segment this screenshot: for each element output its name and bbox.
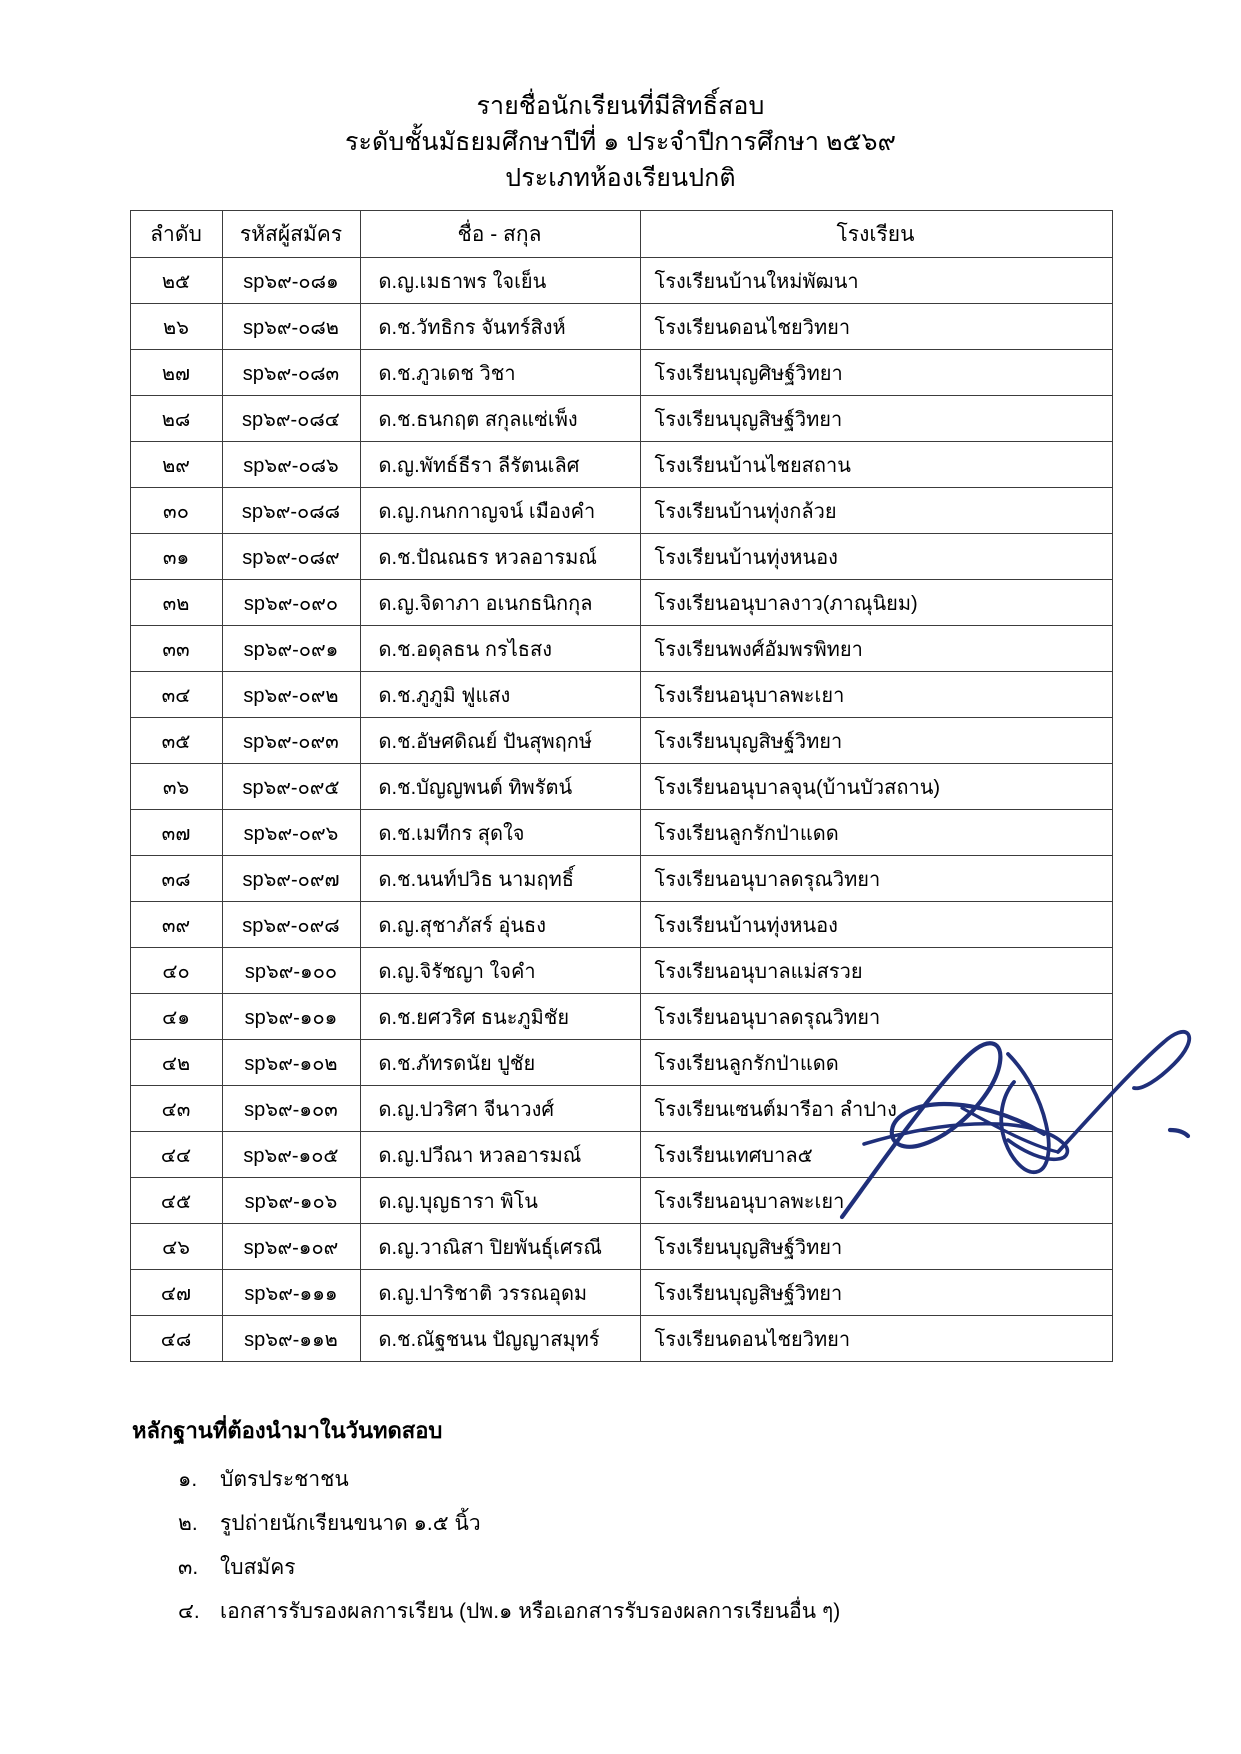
cell-order: ๔๐ [130,948,222,994]
requirement-number: ๔. [178,1600,200,1623]
table-row [130,580,1112,626]
cell-name: ด.ญ.จิรัชญา ใจคำ [360,948,640,994]
table-row [130,488,1112,534]
cell-code: sp๖๙-๐๙๖ [222,810,360,856]
column-header-school: โรงเรียน [640,211,1112,258]
cell-code: sp๖๙-๑๑๒ [222,1316,360,1362]
cell-code: sp๖๙-๑๐๑ [222,994,360,1040]
title-line-2: ระดับชั้นมัธยมศึกษาปีที่ ๑ ประจำปีการศึกษา ๒๕๖๙ [344,128,897,156]
table-row [130,672,1112,718]
table-row [130,1178,1112,1224]
cell-order: ๓๘ [130,856,222,902]
cell-code: sp๖๙-๐๙๐ [222,580,360,626]
cell-school: โรงเรียนอนุบาลจุน(บ้านบัวสถาน) [640,764,1112,810]
table-row [130,258,1112,304]
table-row [130,994,1112,1040]
table-row [130,948,1112,994]
cell-order: ๓๒ [130,580,222,626]
column-header-code: รหัสผู้สมัคร [222,211,360,258]
table-row [130,764,1112,810]
cell-name: ด.ญ.สุชาภัสร์ อุ่นธง [360,902,640,948]
cell-school: โรงเรียนบุญศิษฐ์วิทยา [640,350,1112,396]
cell-school: โรงเรียนดอนไชยวิทยา [640,304,1112,350]
table-row [130,902,1112,948]
cell-name: ด.ญ.ปาริชาติ วรรณอุดม [360,1270,640,1316]
requirement-number: ๓. [178,1556,199,1579]
cell-order: ๒๙ [130,442,222,488]
cell-school: โรงเรียนบุญสิษฐ์วิทยา [640,1224,1112,1270]
cell-code: sp๖๙-๐๘๓ [222,350,360,396]
cell-name: ด.ญ.จิดาภา อเนกธนิกกุล [360,580,640,626]
cell-school: โรงเรียนบุญสิษฐ์วิทยา [640,396,1112,442]
cell-code: sp๖๙-๐๙๘ [222,902,360,948]
cell-code: sp๖๙-๐๙๒ [222,672,360,718]
cell-school: โรงเรียนเซนต์มารีอา ลำปาง [640,1086,1112,1132]
cell-code: sp๖๙-๐๘๒ [222,304,360,350]
cell-school: โรงเรียนอนุบาลดรุณวิทยา [640,994,1112,1040]
document-title-block [0,0,1241,196]
cell-order: ๒๗ [130,350,222,396]
cell-code: sp๖๙-๐๘๖ [222,442,360,488]
cell-order: ๔๑ [130,994,222,1040]
cell-school: โรงเรียนบ้านทุ่งหนอง [640,534,1112,580]
table-row [130,304,1112,350]
cell-name: ด.ช.นนท์ปวิธ นามฤทธิ์ [360,856,640,902]
cell-order: ๔๖ [130,1224,222,1270]
table-header-row [130,211,1112,258]
cell-order: ๔๔ [130,1132,222,1178]
cell-name: ด.ช.ภัทรดนัย ปูชัย [360,1040,640,1086]
requirement-item [178,1590,1032,1634]
cell-order: ๔๓ [130,1086,222,1132]
cell-name: ด.ช.อัษศดิณย์ ปันสุพฤกษ์ [360,718,640,764]
table-row [130,1086,1112,1132]
cell-order: ๔๘ [130,1316,222,1362]
table-row [130,626,1112,672]
requirement-item [178,1502,1032,1546]
cell-school: โรงเรียนพงศ์อัมพรพิทยา [640,626,1112,672]
requirements-section [132,1414,1032,1634]
cell-school: โรงเรียนอนุบาลแม่สรวย [640,948,1112,994]
cell-name: ด.ญ.ปวริศา จีนาวงศ์ [360,1086,640,1132]
table-row [130,396,1112,442]
cell-school: โรงเรียนอนุบาลดรุณวิทยา [640,856,1112,902]
cell-order: ๓๐ [130,488,222,534]
cell-order: ๓๕ [130,718,222,764]
title-line-3: ประเภทห้องเรียนปกติ [505,164,736,192]
table-row [130,1224,1112,1270]
cell-school: โรงเรียนบ้านทุ่งกล้วย [640,488,1112,534]
cell-name: ด.ช.วัทธิกร จันทร์สิงห์ [360,304,640,350]
requirement-text: บัตรประชาชน [220,1468,349,1491]
cell-code: sp๖๙-๐๙๗ [222,856,360,902]
table-row [130,718,1112,764]
cell-code: sp๖๙-๐๘๑ [222,258,360,304]
column-header-name: ชื่อ - สกุล [360,211,640,258]
cell-school: โรงเรียนอนุบาลงาว(ภาณุนิยม) [640,580,1112,626]
cell-code: sp๖๙-๐๘๔ [222,396,360,442]
cell-name: ด.ญ.กนกกาญจน์ เมืองคำ [360,488,640,534]
cell-name: ด.ช.ยศวริศ ธนะภูมิชัย [360,994,640,1040]
table-row [130,1316,1112,1362]
cell-order: ๓๖ [130,764,222,810]
cell-code: sp๖๙-๐๙๓ [222,718,360,764]
table-row [130,1040,1112,1086]
requirement-text: ใบสมัคร [220,1556,296,1579]
roster-table-body [130,258,1112,1362]
requirement-number: ๑. [178,1468,198,1491]
cell-order: ๓๑ [130,534,222,580]
table-row [130,442,1112,488]
cell-code: sp๖๙-๑๐๙ [222,1224,360,1270]
cell-name: ด.ญ.พัทธ์ธีรา ลีรัตนเลิศ [360,442,640,488]
column-header-order: ลำดับ [130,211,222,258]
roster-table-head [130,211,1112,258]
cell-name: ด.ญ.บุญธารา พิโน [360,1178,640,1224]
cell-code: sp๖๙-๐๙๑ [222,626,360,672]
cell-code: sp๖๙-๑๐๖ [222,1178,360,1224]
cell-school: โรงเรียนอนุบาลพะเยา [640,672,1112,718]
cell-school: โรงเรียนดอนไชยวิทยา [640,1316,1112,1362]
cell-name: ด.ช.ปัณณธร หวลอารมณ์ [360,534,640,580]
cell-school: โรงเรียนบ้านไชยสถาน [640,442,1112,488]
cell-code: sp๖๙-๑๐๓ [222,1086,360,1132]
cell-school: โรงเรียนอนุบาลพะเยา [640,1178,1112,1224]
table-row [130,350,1112,396]
table-row [130,1132,1112,1178]
cell-order: ๒๕ [130,258,222,304]
cell-order: ๔๗ [130,1270,222,1316]
table-row [130,856,1112,902]
cell-name: ด.ญ.เมธาพร ใจเย็น [360,258,640,304]
cell-order: ๔๕ [130,1178,222,1224]
table-row [130,810,1112,856]
cell-name: ด.ช.บัญญพนต์ ทิพรัตน์ [360,764,640,810]
cell-school: โรงเรียนเทศบาล๕ [640,1132,1112,1178]
cell-order: ๔๒ [130,1040,222,1086]
cell-name: ด.ช.ภูภูมิ ฟูแสง [360,672,640,718]
cell-code: sp๖๙-๑๐๐ [222,948,360,994]
table-row [130,1270,1112,1316]
cell-name: ด.ญ.วาณิสา ปิยพันธุ์เศรณี [360,1224,640,1270]
requirement-text: รูปถ่ายนักเรียนขนาด ๑.๕ นิ้ว [220,1512,481,1535]
roster-table [130,210,1113,1362]
cell-order: ๓๔ [130,672,222,718]
requirement-number: ๒. [178,1512,198,1535]
cell-name: ด.ช.อดุลธน กรไธสง [360,626,640,672]
cell-name: ด.ช.ภูวเดช วิชา [360,350,640,396]
cell-code: sp๖๙-๐๙๕ [222,764,360,810]
cell-code: sp๖๙-๑๑๑ [222,1270,360,1316]
cell-name: ด.ช.ธนกฤต สกุลแซ่เพ็ง [360,396,640,442]
cell-name: ด.ญ.ปวีณา หวลอารมณ์ [360,1132,640,1178]
cell-code: sp๖๙-๐๘๘ [222,488,360,534]
cell-order: ๒๘ [130,396,222,442]
table-row [130,534,1112,580]
cell-school: โรงเรียนบ้านทุ่งหนอง [640,902,1112,948]
cell-school: โรงเรียนบ้านใหม่พัฒนา [640,258,1112,304]
requirement-item [178,1546,1032,1590]
cell-code: sp๖๙-๑๐๕ [222,1132,360,1178]
roster-table-container [130,210,1112,1362]
requirements-list [132,1458,1032,1634]
cell-code: sp๖๙-๐๘๙ [222,534,360,580]
title-line-1: รายชื่อนักเรียนที่มีสิทธิ์สอบ [476,92,765,120]
requirement-item [178,1458,1032,1502]
cell-school: โรงเรียนบุญสิษฐ์วิทยา [640,718,1112,764]
cell-school: โรงเรียนบุญสิษฐ์วิทยา [640,1270,1112,1316]
cell-name: ด.ช.ณัฐชนน ปัญญาสมุทร์ [360,1316,640,1362]
requirement-text: เอกสารรับรองผลการเรียน (ปพ.๑ หรือเอกสารรับรองผลการเรียนอื่น ๆ) [220,1600,841,1623]
cell-name: ด.ช.เมทีกร สุดใจ [360,810,640,856]
cell-order: ๒๖ [130,304,222,350]
requirements-heading: หลักฐานที่ต้องนำมาในวันทดสอบ [132,1418,443,1443]
cell-school: โรงเรียนลูกรักป่าแดด [640,810,1112,856]
cell-order: ๓๗ [130,810,222,856]
cell-code: sp๖๙-๑๐๒ [222,1040,360,1086]
cell-school: โรงเรียนลูกรักป่าแดด [640,1040,1112,1086]
cell-order: ๓๓ [130,626,222,672]
cell-order: ๓๙ [130,902,222,948]
